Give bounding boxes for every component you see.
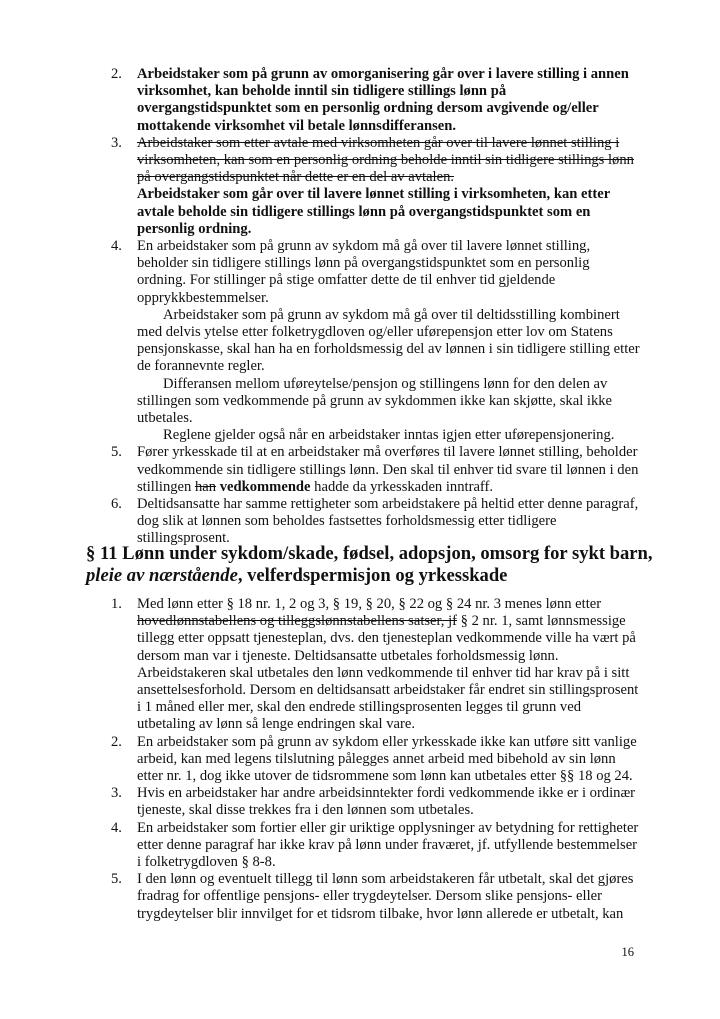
list-item-5 <box>111 444 641 496</box>
provision-list-section-11 <box>111 596 641 923</box>
list-item-5 <box>111 871 641 923</box>
item-number: 2. <box>111 66 122 82</box>
paragraph <box>137 444 641 496</box>
item-number: 2. <box>111 733 122 750</box>
heading-italic: pleie av nærstående <box>86 565 238 586</box>
item-number: 4. <box>111 819 122 836</box>
item-number: 1. <box>111 596 122 612</box>
added-text: Arbeidstaker som går over til lavere lønnet stilling i virksomheten, kan etter avtale beholde sin tidligere stillings lønn på overgangstidspunktet som en personlig ordning. <box>137 186 610 237</box>
paragraph: Differansen mellom uføreytelse/pensjon og stillingens lønn for den delen av stillingen som vedkommende på grunn av sykdommen ikke kan skjøtte, skal ikke utbetales. <box>137 375 613 427</box>
list-item-3 <box>111 135 641 238</box>
list-item-4 <box>111 238 641 444</box>
item-number: 6. <box>111 496 122 513</box>
deleted-word: han <box>194 478 217 495</box>
added-word: vedkommende <box>219 478 311 495</box>
added-text: Arbeidstaker som på grunn av omorganisering går over i lavere stilling i annen virksomhet, kan beholde inntil sin tidligere stillings lønn på overgangstidspunktet som en personlig ordning dersom avgivende og/eller mottakende virksomhet vil betale lønnsdifferansen. <box>137 66 629 134</box>
page-number: 16 <box>621 945 634 959</box>
paragraph: I den lønn og eventuelt tillegg til lønn som arbeidstakeren får utbetalt, skal det gjøres fradrag for offentlige pensjons- eller trygdeytelser. Dersom slike pensjons- eller trygdeytelser blir innvilget for et tidsrom tilbake, hvor lønn allerede er utbetalt, kan <box>137 871 634 922</box>
list-item-1 <box>111 596 641 734</box>
item-number: 5. <box>111 871 122 888</box>
paragraph: En arbeidstaker som på grunn av sykdom eller yrkesskade ikke kan utføre sitt vanlige arbeid, kan med legens tilslutning pålegges annet arbeid med bibehold av sin lønn etter nr. 1, dog ikke utover de tidsrommene som lønn kan utbetales etter §§ 18 og 24. <box>137 733 637 785</box>
item-number: 3. <box>111 134 122 151</box>
list-item-2 <box>111 734 641 786</box>
text-segment: Fører yrkesskade til at en arbeidstaker må overføres til lavere lønnet stilling, beholder vedkommende sin tidligere stillings lønn. Den skal til enhver tid svare til lønnen i den stillingen <box>137 444 639 495</box>
list-item-4 <box>111 820 641 872</box>
paragraph: Hvis en arbeidstaker har andre arbeidsinntekter fordi vedkommende ikke er i ordinær tjeneste, skal disse trekkes fra i den lønnen som utbetales. <box>137 785 636 819</box>
deleted-text: hovedlønnstabellens og tilleggslønnstabellens satser, jf <box>137 613 458 630</box>
paragraph <box>137 596 641 734</box>
heading-text: , velferdspermisjon og yrkesskade <box>237 565 508 586</box>
deleted-text: Arbeidstaker som etter avtale med virksomheten går over til lavere lønnet stilling i virksomheten, kan som en personlig ordning beholde inntil sin tidligere stillings lønn på overgangstidspunktet når dette er en del av avtalen. <box>137 134 634 186</box>
text-segment: hadde da yrkesskaden inntraff. <box>310 478 494 495</box>
paragraph: Arbeidstaker som på grunn av sykdom må gå over til deltidsstilling kombinert med delvis ytelse etter folketrygdloven og/eller uførepensjon etter lov om Statens pensjonskasse, skal han ha en forholdsmessig del av lønnen i sin tidligere stilling etter de forannevnte regler. <box>137 306 640 375</box>
provision-list-top <box>111 66 641 548</box>
item-number: 4. <box>111 238 122 255</box>
text-segment: § 2 nr. 1, samt lønnsmessige tillegg etter oppsatt tjenesteplan, dvs. den tjenesteplan vedkommende ville ha vært på dersom man var i tjeneste. Deltidsansatte utbetales forholdsmessig lønn. Arbeidstakeren skal utbetales den lønn vedkommende til enhver tid har krav på i sitt ansettelsesforhold. Dersom en deltidsansatt arbeidstaker får endret sin stillingsprosent i 1 måned eller mer, skal den endrede stillingsprosenten legges til grunn ved utbetaling av lønn så lenge endringen skal vare. <box>137 613 639 733</box>
heading-text: § 11 Lønn under sykdom/skade, fødsel, adopsjon, omsorg for sykt barn, <box>86 543 653 564</box>
item-number: 5. <box>111 444 122 461</box>
list-item-6 <box>111 496 641 548</box>
paragraph: En arbeidstaker som på grunn av sykdom må gå over til lavere lønnet stilling, beholder sin tidligere stillings lønn på overgangstidspunktet som en personlig ordning. For stillinger på stige omfatter dette de til enhver tid gjeldende opprykkbestemmelser. <box>137 238 591 306</box>
text-segment: Med lønn etter § 18 nr. 1, 2 og 3, § 19, § 20, § 22 og § 24 nr. 3 menes lønn etter <box>137 596 602 612</box>
section-heading <box>86 543 666 587</box>
paragraph: En arbeidstaker som fortier eller gir uriktige opplysninger av betydning for rettigheter etter denne paragraf har ikke krav på lønn under fraværet, jf. utfyllende bestemmelser i folketrygdloven § 8-8. <box>137 819 639 871</box>
list-item-2 <box>111 66 641 135</box>
paragraph: Reglene gjelder også når en arbeidstaker inntas igjen etter uførepensjonering. <box>163 427 615 444</box>
list-item-3 <box>111 785 641 819</box>
item-number: 3. <box>111 785 122 802</box>
paragraph: Deltidsansatte har samme rettigheter som arbeidstakere på heltid etter denne paragraf, dog slik at lønnen som beholdes fastsettes forholdsmessig etter tidligere stillingsprosent. <box>137 496 639 547</box>
